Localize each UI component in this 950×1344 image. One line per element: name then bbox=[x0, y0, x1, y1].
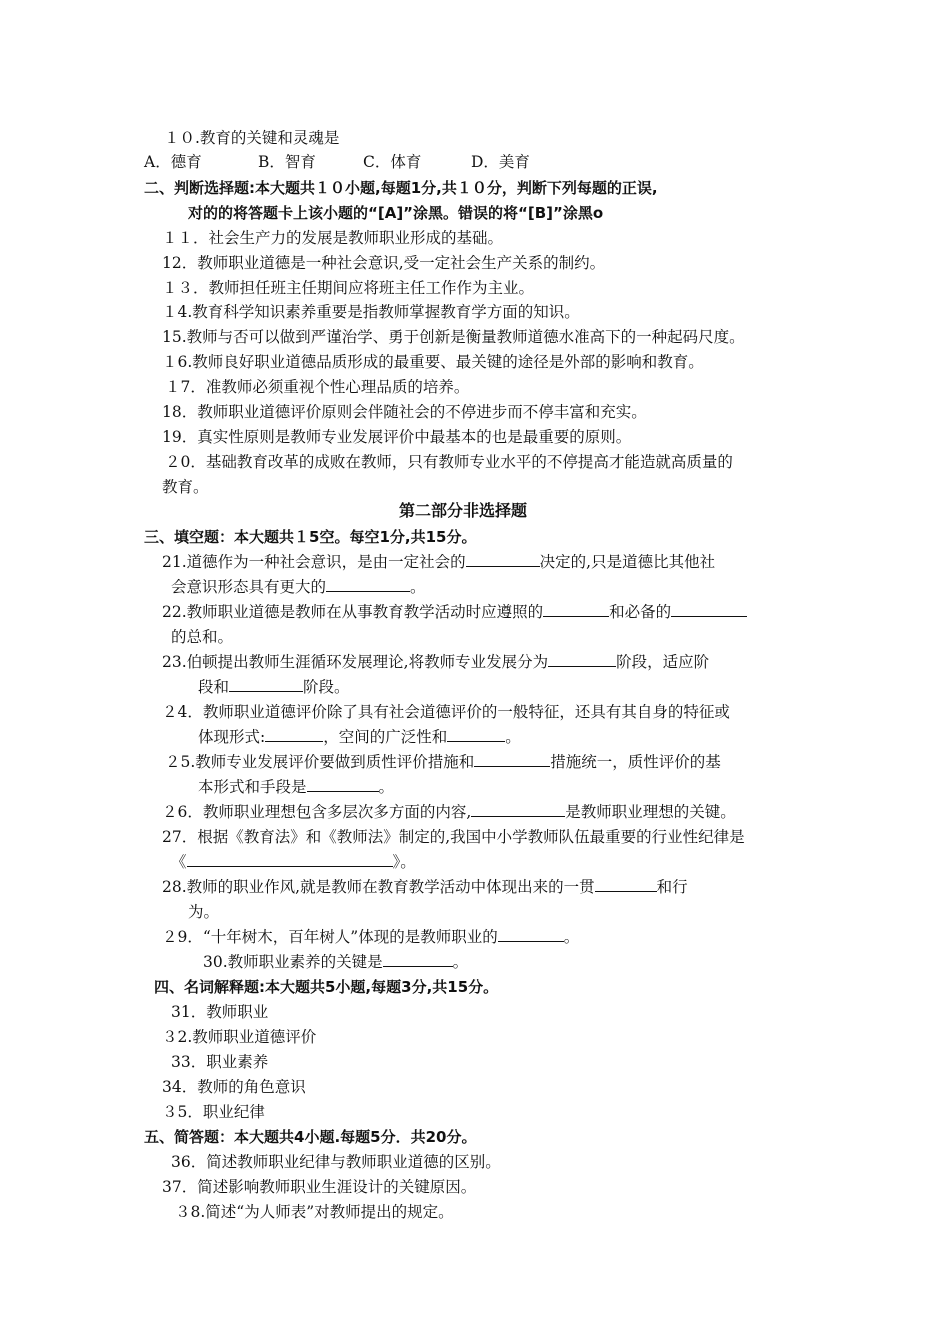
fill-q27: 27．根据《教育法》和《教师法》制定的,我国中小学教师队伍最重要的行业性纪律是 bbox=[162, 828, 745, 846]
answer-blank[interactable] bbox=[466, 552, 540, 567]
short-answer-item: 37．简述影响教师职业生涯设计的关键原因。 bbox=[162, 1178, 477, 1196]
short-answer-item: 36．简述教师职业纪律与教师职业道德的区别。 bbox=[171, 1153, 501, 1171]
judge-item: ２0．基础教育改革的成败在教师，只有教师专业水平的不停提高才能造就高质量的 bbox=[165, 453, 733, 471]
short-answer-item: ３8.简述“为人师表”对教师提出的规定。 bbox=[175, 1203, 454, 1221]
judge-item: 18．教师职业道德评价原则会伴随社会的不停进步而不停丰富和充实。 bbox=[162, 403, 647, 421]
term-item: 31．教师职业 bbox=[171, 1003, 269, 1021]
answer-blank[interactable] bbox=[471, 802, 565, 817]
q10-option-d: D．美育 bbox=[471, 153, 530, 171]
fill-q22: 22.教师职业道德是教师在从事教育教学活动时应遵照的 和必备的 bbox=[162, 602, 747, 622]
fill-q28-cont: 为。 bbox=[188, 903, 220, 921]
answer-blank[interactable] bbox=[265, 727, 323, 742]
part2-title: 第二部分非选择题 bbox=[399, 501, 528, 520]
q10-option-c: C．体育 bbox=[363, 153, 422, 171]
judge-item: １３．教师担任班主任期间应将班主任工作作为主业。 bbox=[162, 279, 535, 297]
q10-option-b: B．智育 bbox=[258, 153, 316, 171]
answer-blank[interactable] bbox=[548, 652, 616, 667]
judge-item: １１．社会生产力的发展是教师职业形成的基础。 bbox=[162, 229, 504, 247]
fill-q30: 30.教师职业素养的关键是 。 bbox=[203, 953, 469, 971]
answer-blank[interactable] bbox=[326, 577, 410, 592]
section4-heading: 四、名词解释题:本大题共5小题,每题3分,共15分。 bbox=[154, 978, 499, 996]
answer-blank[interactable] bbox=[383, 952, 453, 967]
fill-q26: ２6．教师职业理想包含多层次多方面的内容, 是教师职业理想的关键。 bbox=[162, 803, 736, 821]
judge-item: 15.教师与否可以做到严谨治学、勇于创新是衡量教师道德水准高下的一种起码尺度。 bbox=[162, 328, 745, 346]
fill-q24-cont: 体现形式: ，空间的广泛性和 。 bbox=[198, 728, 521, 746]
q10-option-a: A．德育 bbox=[144, 153, 202, 171]
fill-q23-cont: 段和 阶段。 bbox=[198, 678, 350, 696]
fill-q29: ２9．“十年树木，百年树人”体现的是教师职业的 。 bbox=[162, 928, 580, 946]
answer-blank[interactable] bbox=[229, 677, 303, 692]
answer-blank[interactable] bbox=[595, 877, 657, 892]
answer-blank[interactable] bbox=[307, 777, 379, 792]
fill-q25-cont: 本形式和手段是 。 bbox=[198, 778, 395, 796]
judge-item: 19．真实性原则是教师专业发展评价中最基本的也是最重要的原则。 bbox=[162, 428, 632, 446]
answer-blank[interactable] bbox=[498, 927, 564, 942]
judge-item: １6.教师良好职业道德品质形成的最重要、最关键的途径是外部的影响和教育。 bbox=[162, 353, 704, 371]
answer-blank[interactable] bbox=[671, 602, 747, 617]
section3-heading: 三、填空题：本大题共１5空。每空1分,共15分。 bbox=[144, 528, 477, 546]
fill-q22-cont: 的总和。 bbox=[171, 628, 234, 646]
fill-q28: 28.教师的职业作风,就是教师在教育教学活动中体现出来的一贯 和行 bbox=[162, 878, 688, 896]
section2-heading: 二、判断选择题:本大题共１０小题,每题1分,共１０分，判断下列每题的正误, bbox=[144, 179, 658, 197]
judge-item: １7．准教师必须重视个性心理品质的培养。 bbox=[165, 378, 470, 396]
term-item: ３5．职业纪律 bbox=[162, 1103, 265, 1121]
fill-q25: ２5.教师专业发展评价要做到质性评价措施和 措施统一，质性评价的基 bbox=[165, 753, 721, 771]
judge-item: １4.教育科学知识素养重要是指教师掌握教育学方面的知识。 bbox=[162, 303, 580, 321]
answer-blank[interactable] bbox=[543, 602, 609, 617]
section2-heading-cont: 对的的将答题卡上该小题的“[A]”涂黑。错误的将“[B]”涂黑o bbox=[188, 204, 604, 222]
term-item: 34．教师的角色意识 bbox=[162, 1078, 306, 1096]
fill-q23: 23.伯顿提出教师生涯循环发展理论,将教师专业发展分为 阶段，适应阶 bbox=[162, 653, 710, 671]
term-item: 33．职业素养 bbox=[171, 1053, 269, 1071]
fill-q24: ２4．教师职业道德评价除了具有社会道德评价的一般特征，还具有其自身的特征或 bbox=[162, 703, 730, 721]
answer-blank[interactable] bbox=[474, 752, 550, 767]
term-item: ３2.教师职业道德评价 bbox=[162, 1028, 317, 1046]
section5-heading: 五、简答题：本大题共4小题.每题5分．共20分。 bbox=[144, 1128, 477, 1146]
judge-item: 12．教师职业道德是一种社会意识,受一定社会生产关系的制约。 bbox=[162, 254, 606, 272]
fill-q27-cont: 《 》。 bbox=[171, 853, 416, 871]
answer-blank[interactable] bbox=[187, 852, 393, 867]
answer-blank[interactable] bbox=[447, 727, 505, 742]
judge-item-cont: 教育。 bbox=[162, 478, 209, 496]
q10-stem: １０.教育的关键和灵魂是 bbox=[164, 129, 340, 147]
fill-q21-cont: 会意识形态具有更大的 。 bbox=[171, 578, 426, 596]
fill-q21: 21.道德作为一种社会意识，是由一定社会的 决定的,只是道德比其他社 bbox=[162, 553, 716, 571]
